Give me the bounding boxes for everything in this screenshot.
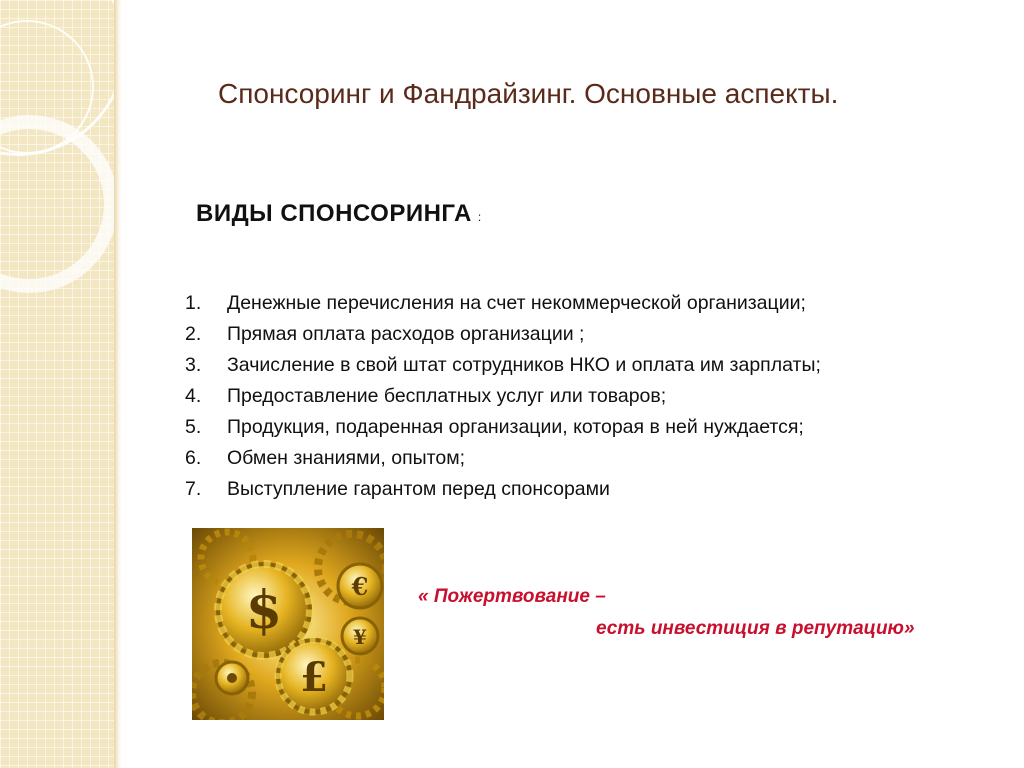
quote-line-1: « Пожертвование –: [418, 586, 606, 607]
svg-text:¥: ¥: [353, 625, 367, 649]
yen-coin: [342, 618, 378, 654]
list-item-text: Продукция, подаренная организации, которая в ней нуждается;: [227, 416, 804, 438]
list-item-number: 2.: [185, 323, 202, 345]
list-item: [185, 319, 821, 350]
decorative-side-strip: [0, 0, 114, 768]
pound-coin: [278, 640, 350, 712]
slide-subtitle: [196, 200, 482, 228]
list-item-text: Выступление гарантом перед спонсорами: [227, 478, 610, 500]
list-item-number: 7.: [185, 478, 202, 500]
svg-text:€: €: [351, 572, 369, 601]
euro-coin: [338, 564, 382, 608]
list-item: [185, 474, 821, 505]
decorative-strip-edge: [114, 0, 122, 768]
list-item: [185, 381, 821, 412]
list-item-number: 4.: [185, 385, 202, 407]
list-item-number: 5.: [185, 416, 202, 438]
list-item: [185, 443, 821, 474]
list-item-number: 1.: [185, 292, 202, 314]
coins-illustration: [192, 528, 384, 720]
list-item-number: 3.: [185, 354, 202, 376]
slide-title: Спонсоринг и Фандрайзинг. Основные аспекты.: [218, 78, 839, 109]
sponsoring-types-list: [185, 288, 821, 505]
list-item-text: Зачисление в свой штат сотрудников НКО и оплата им зарплаты;: [227, 354, 821, 376]
quote-line-2: есть инвестиция в репутацию»: [596, 618, 915, 639]
decorative-ring: [0, 115, 114, 293]
list-item-text: Обмен знаниями, опытом;: [227, 447, 466, 469]
list-item-text: Денежные перечисления на счет некоммерческой организации;: [227, 292, 806, 314]
list-item-text: Предоставление бесплатных услуг или товаров;: [227, 385, 667, 407]
subtitle-colon: :: [477, 210, 482, 224]
list-item-number: 6.: [185, 447, 202, 469]
svg-text:$: $: [245, 580, 283, 641]
gold-coins-gears-image: [192, 528, 384, 720]
small-gear: [216, 662, 248, 694]
list-item: [185, 412, 821, 443]
subtitle-text: ВИДЫ СПОНСОРИНГА: [196, 200, 472, 227]
list-item: [185, 288, 821, 319]
svg-text:£: £: [300, 654, 328, 701]
list-item: [185, 350, 821, 381]
dollar-coin: [218, 564, 310, 656]
list-item-text: Прямая оплата расходов организации ;: [227, 323, 585, 345]
